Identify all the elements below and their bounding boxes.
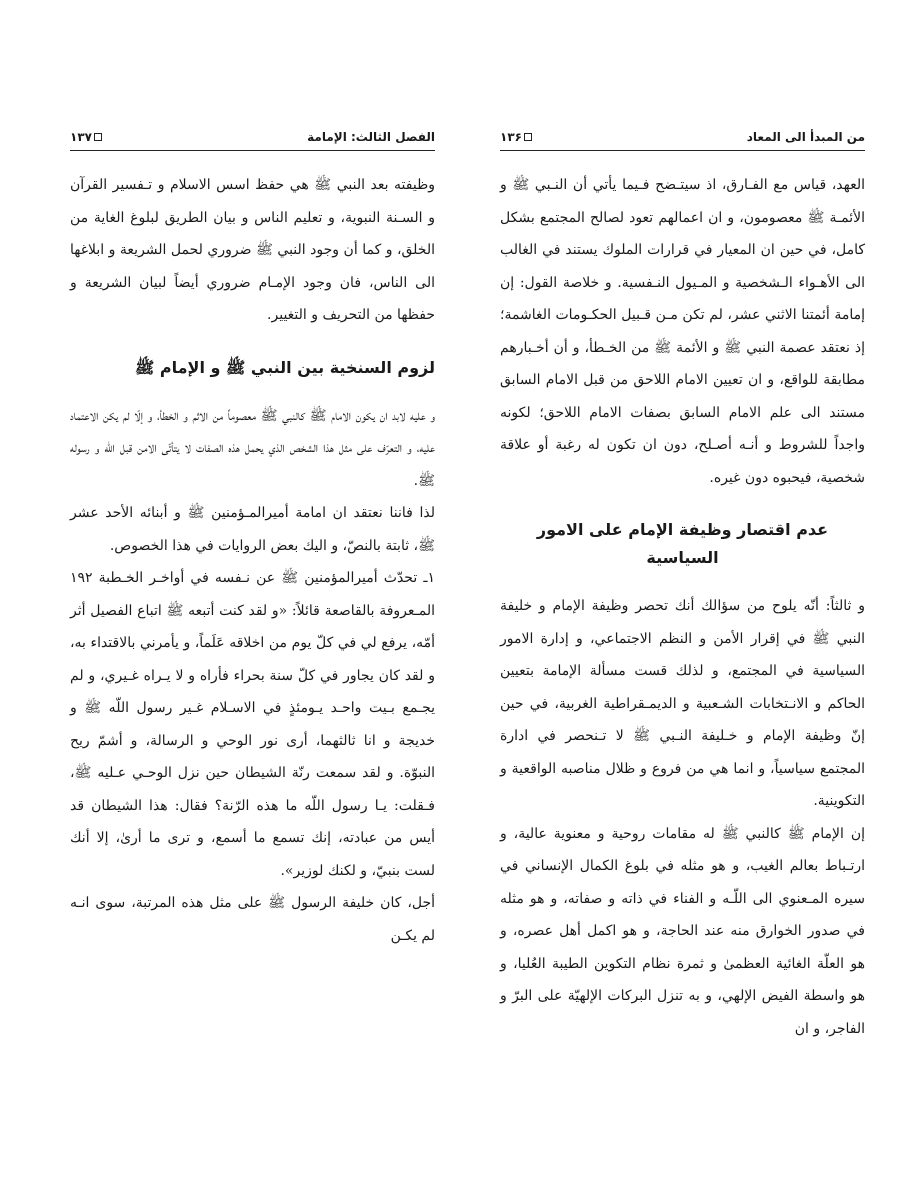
page-number-group	[500, 130, 532, 144]
square-bullet-icon	[94, 133, 102, 141]
paragraph: وظيفته بعد النبي ﷺ هي حفظ اسس الاسلام و تـفسير القرآن و السـنة النبوية، و تعليم الناس و بيان الطريق لبلوغ الغاية من الخلق، و كما أن وجود النبي ﷺ ضروري لحمل الشريعة و ابلاغها الى الناس، فان وجود الإمـام ضروري أيضاً لبيان الشريعة و حفظها من التحريف و التغيير.	[70, 177, 435, 323]
page-header	[500, 130, 865, 151]
page-number: ۱۳۷	[70, 130, 92, 144]
paragraph: ١ـ تحدّث أميرالمؤمنين ﷺ عن نـفسه في أواخـر الخـطبة ١٩٢ المـعروفة بالقاصعة قائلاً: «و لقد كنت أتبعه ﷺ اتباع الفصيل أثر أمّه، يرفع لي في كلّ يوم من اخلاقه عَلَماً، و يأمرني بالاقتداء به، و لقد كان يجاور في كلّ سنة بحراء فأراه و لا يـراه غـيري، و لم يجـمع بـيت واحـد يـومئذٍ في الاسـلام غـير رسول اللّه ﷺ و خديجة و انا ثالثهما، أرى نور الوحي و الرسالة، و أشمّ ريح النبوّة. و لقد سمعت رنّة الشيطان حين نزل الوحـي عـليه ﷺ، فـقلت: يـا رسول اللّه ما هذه الرّنة؟ فقال: هذا الشيطان قد أيس من عبادته، إنك تسمع ما أسمع، و ترى ما أرىٰ، إلا أنك لست بنبيّ، و لكنك لوزير».	[70, 570, 435, 879]
paragraph: و عليه لابد ان يكون الامام ﷺ كالنبي ﷺ معصوماً من الاثم و الخطأ، و إلّا لم يكن الاعتماد عليه، و التعرّف على مثل هذا الشخص الذي يحمل هذه الصفات لا يتأتّى الامن قبل اللّه و رسوله ﷺ.	[70, 407, 435, 489]
paragraph: لذا فاننا نعتقد ان امامة أميرالمـؤمنين ﷺ و أبنائه الأحد عشر ﷺ، ثابتة بالنصّ، و اليك بعض الروايات في هذا الخصوص.	[70, 505, 435, 554]
section-heading: لزوم السنخية بين النبي ﷺ و الإمام ﷺ	[134, 357, 435, 377]
square-bullet-icon	[524, 133, 532, 141]
page-number-group	[70, 130, 102, 144]
paragraph: أجل، كان خليفة الرسول ﷺ على مثل هذه المرتبة، سوى انـه لم يكـن	[70, 895, 435, 944]
running-title: الفصل الثالث: الإمامة	[307, 130, 435, 144]
section-heading: عدم اقتصار وظيفة الإمام على الامور السياسية	[536, 520, 829, 567]
paragraph: العهد، قياس مع الفـارق، اذ سيتـضح فـيما يأتي أن النـبي ﷺ و الأئمـة ﷺ معصومون، و ان اعمالهم تعود لصالح المجتمع بشكل كامل، في حين ان المعيار في قرارات الملوك يستند في الغالب الى الأهـواء الـشخصية و المـيول النـفسية. و خلاصة القول: إن إمامة أئمتنا الاثني عشر، لم تكن مـن قـبيل الحكـومات الغاشمة؛ إذ نعتقد عصمة النبي ﷺ و الأئمة ﷺ من الخـطأ، و أن أخـبارهم مطابقة للواقع، و ان تعيين الامام اللاحق من قبل الامام السابق مستند الى علم الامام السابق بصفات الامام اللاحق؛ لكونه واجداً للشروط و أنـه أصـلح، دون ان تكون له رغبة أو علاقة شخصية، فيحبوه دون غيره.	[500, 177, 865, 486]
paragraph: و ثالثاً: أنّه يلوح من سؤالك أنك تحصر وظيفة الإمام و خليفة النبي ﷺ في إقرار الأمن و النظم الاجتماعي، و إدارة الامور السياسية في المجتمع، و لذلك قست مسألة الإمامة بتعيين الحاكم و الانـتخابات الشـعبية و الديمـقراطية الغربية، في حين إنّ وظيفة الإمام و خـليفة النـبي ﷺ لا تـنحصر في ادارة المجتمع سياسياً، و انما هي من فروع و ظلال مناصبه الواقعية و التكوينية.	[500, 598, 865, 809]
page-number: ۱۳۶	[500, 130, 522, 144]
right-page	[500, 130, 865, 1045]
paragraph: إن الإمام ﷺ كالنبي ﷺ له مقامات روحية و معنوية عالية، و ارتـباط بعالم الغيب، و هو مثله في بلوغ الكمال الإنساني في سيره المـعنوي الى اللّـه و الفناء في ذاته و صفاته، و هو مثله في صدور الخوارق منه عند الحاجة، و هو اكمل أهل عصره، و هو العلّة الغائية العظمىٰ و ثمرة نظام التكوين الطيبة العُليا، و هو واسطة الفيض الإلهي، و به تنزل البركات الإلهيّة على البرّ و الفاجر، و ان	[500, 825, 865, 1037]
left-page	[70, 130, 435, 952]
running-title: من المبدأ الى المعاد	[746, 130, 865, 144]
page-header	[70, 130, 435, 151]
